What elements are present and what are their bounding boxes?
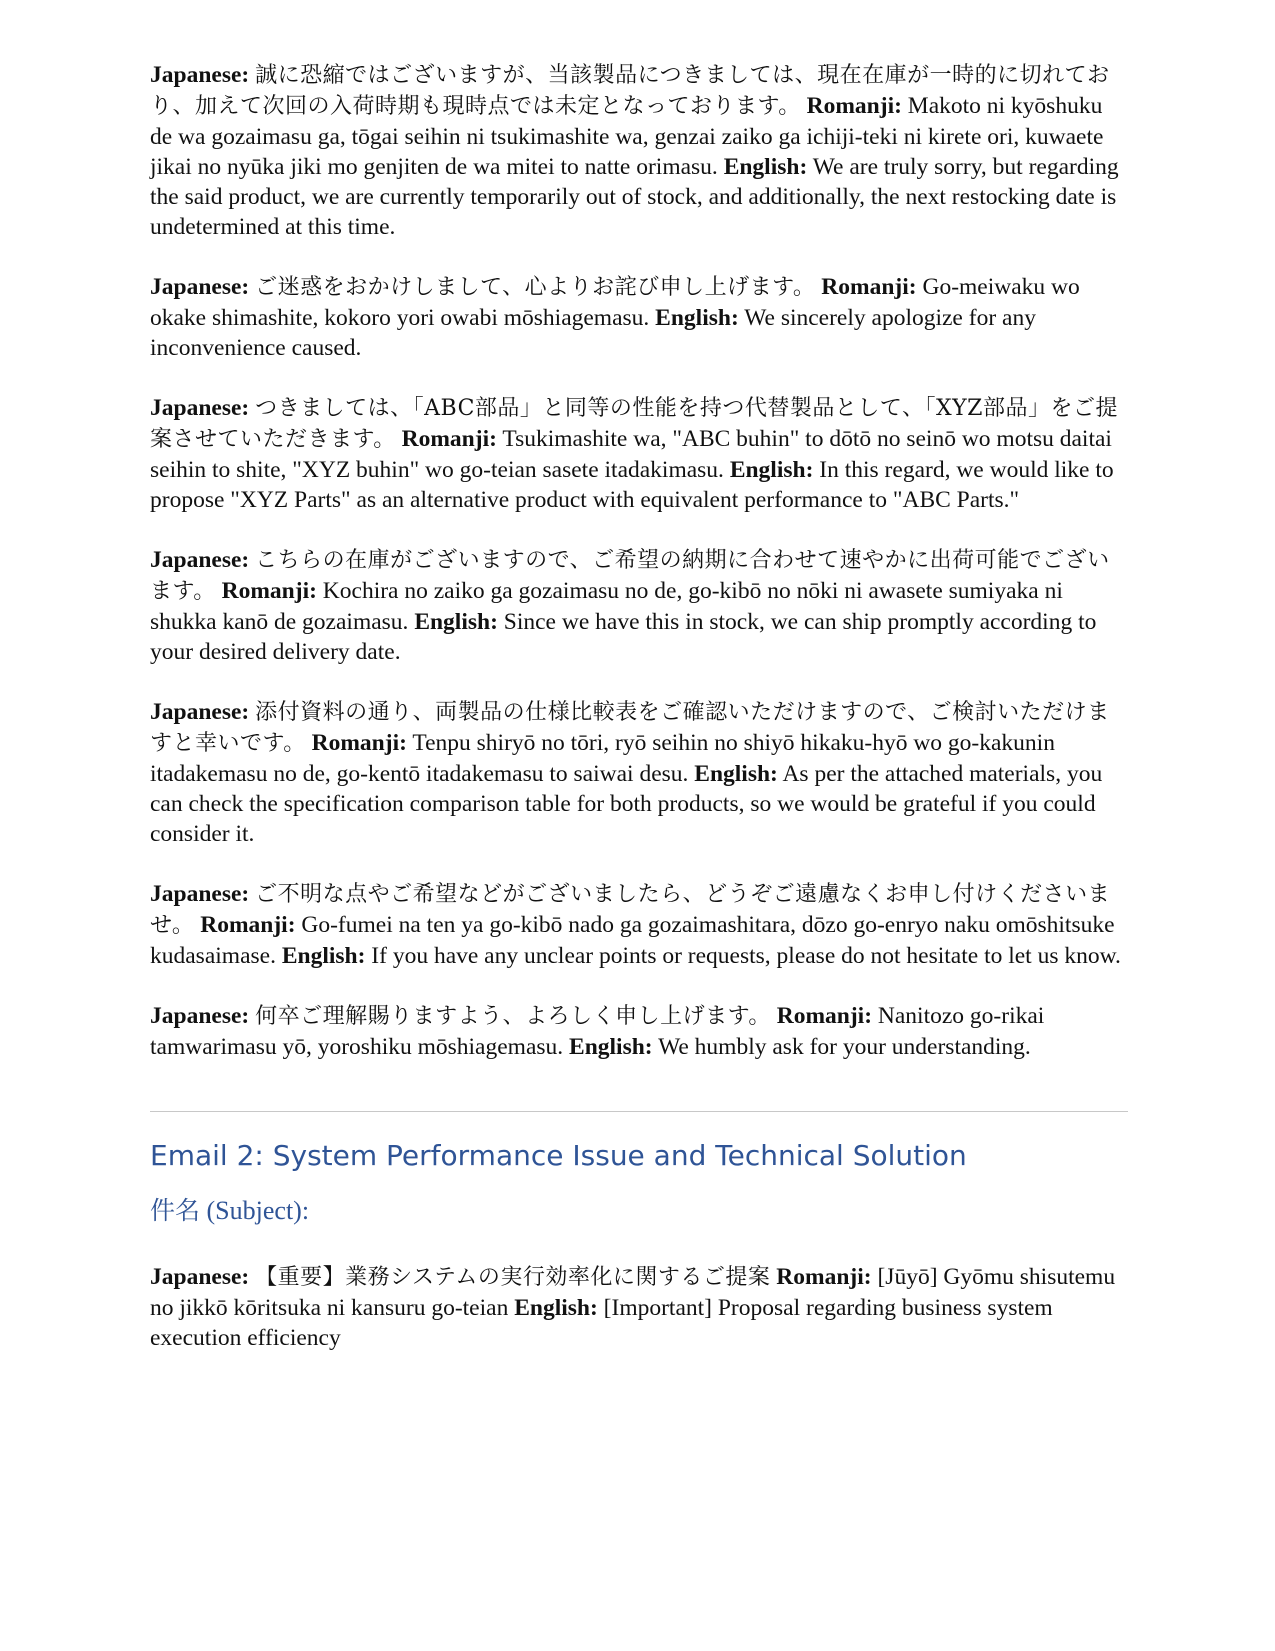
- subject-translation-paragraph: [150, 1262, 1128, 1353]
- japanese-label: Japanese:: [150, 395, 250, 421]
- romanji-label: Romanji:: [776, 1003, 873, 1029]
- romanji-text: Kochira no zaiko ga gozaimasu no de, go-kibō no nōki ni awasete sumiyaka ni shukka kanō de gozaimasu.: [150, 578, 1063, 635]
- japanese-label: Japanese:: [150, 1264, 250, 1290]
- translation-paragraph-3: [150, 393, 1128, 515]
- translation-paragraph-5: [150, 697, 1128, 849]
- english-text: If you have any unclear points or requests, please do not hesitate to let us know.: [371, 943, 1121, 969]
- translation-paragraph-1: [150, 60, 1128, 242]
- english-text: We humbly ask for your understanding.: [658, 1034, 1031, 1060]
- japanese-text: 添付資料の通り、両製品の仕様比較表をご確認いただけますので、ご検討いただけますと幸いです。: [150, 700, 1110, 756]
- translation-paragraph-2: [150, 272, 1128, 363]
- japanese-label: Japanese:: [150, 1003, 250, 1029]
- english-label: English:: [723, 154, 808, 180]
- english-label: English:: [414, 609, 498, 635]
- english-label: English:: [655, 305, 739, 331]
- japanese-text: こちらの在庫がございますので、ご希望の納期に合わせて速やかに出荷可能でございます。: [150, 548, 1110, 604]
- japanese-text: 誠に恐縮ではございますが、当該製品につきましては、現在在庫が一時的に切れており、加えて次回の入荷時期も現時点では未定となっております。: [150, 63, 1110, 119]
- english-text: In this regard, we would like to propose "XYZ Parts" as an alternative product with equivalent performance to "ABC Parts.": [150, 457, 1114, 513]
- english-label: English:: [514, 1295, 598, 1321]
- japanese-text: 【重要】業務システムの実行効率化に関するご提案: [255, 1265, 771, 1290]
- email-2-heading: Email 2: System Performance Issue and Technical Solution: [150, 1139, 967, 1172]
- japanese-text: ご不明な点やご希望などがございましたら、どうぞご遠慮なくお申し付けくださいませ。: [150, 882, 1111, 938]
- english-text: We are truly sorry, but regarding the said product, we are currently temporarily out of stock, and additionally, the next restocking date is undetermined at this time.: [150, 154, 1119, 240]
- english-text: [Important] Proposal regarding business system execution efficiency: [150, 1295, 1053, 1351]
- romanji-text: Tenpu shiryō no tōri, ryō seihin no shiyō hikaku-hyō wo go-kakunin itadakemasu no de, go-kentō itadakemasu to saiwai desu.: [150, 730, 1055, 787]
- english-text: We sincerely apologize for any inconvenience caused.: [150, 305, 1036, 361]
- document-page: [150, 60, 1128, 1383]
- section-divider: [150, 1111, 1128, 1112]
- romanji-label: Romanji:: [776, 1264, 872, 1290]
- romanji-label: Romanji:: [821, 274, 917, 300]
- subject-heading-japanese: 件名: [150, 1196, 201, 1225]
- english-text: As per the attached materials, you can check the specification comparison table for both products, so we would be grateful if you could consider it.: [150, 761, 1103, 847]
- english-text: Since we have this in stock, we can ship promptly according to your desired delivery date.: [150, 609, 1097, 665]
- romanji-text: Go-fumei na ten ya go-kibō nado ga gozaimashitara, dōzo go-enryo naku omōshitsuke kudasaimase.: [150, 912, 1115, 969]
- translation-paragraph-7: [150, 1001, 1128, 1062]
- english-label: English:: [569, 1034, 653, 1060]
- japanese-label: Japanese:: [150, 699, 250, 725]
- romanji-label: Romanji:: [401, 426, 497, 452]
- japanese-text: 何卒ご理解賜りますよう、よろしく申し上げます。: [255, 1004, 771, 1029]
- translation-paragraph-4: [150, 545, 1128, 667]
- romanji-label: Romanji:: [200, 912, 296, 938]
- subject-heading-english: (Subject):: [206, 1196, 310, 1225]
- japanese-label: Japanese:: [150, 62, 250, 88]
- romanji-label: Romanji:: [221, 578, 317, 604]
- romanji-text: Tsukimashite wa, "ABC buhin" to dōtō no seinō wo motsu daitai seihin to shite, "XYZ buhin" wo go-teian sasete itadakimasu.: [150, 426, 1112, 483]
- japanese-label: Japanese:: [150, 274, 250, 300]
- english-label: English:: [729, 457, 814, 483]
- english-label: English:: [281, 943, 366, 969]
- romanji-text: [Jūyō] Gyōmu shisutemu no jikkō kōritsuka ni kansuru go-teian: [150, 1264, 1116, 1321]
- romanji-label: Romanji:: [311, 730, 407, 756]
- japanese-label: Japanese:: [150, 881, 250, 907]
- romanji-label: Romanji:: [806, 93, 902, 119]
- romanji-text: Nanitozo go-rikai tamwarimasu yō, yoroshiku mōshiagemasu.: [150, 1003, 1045, 1060]
- romanji-text: Go-meiwaku wo okake shimashite, kokoro yori owabi mōshiagemasu.: [150, 274, 1080, 331]
- subject-heading: [150, 1194, 1128, 1228]
- japanese-text: ご迷惑をおかけしまして、心よりお詫び申し上げます。: [255, 275, 816, 300]
- translation-paragraph-6: [150, 879, 1128, 971]
- english-label: English:: [694, 761, 778, 787]
- romanji-text: Makoto ni kyōshuku de wa gozaimasu ga, tōgai seihin ni tsukimashite wa, genzai zaiko ga ichiji-teki ni kirete ori, kuwaete jikai no nyūka jiki mo genjiten de wa mitei to natte orimasu.: [150, 93, 1104, 180]
- japanese-label: Japanese:: [150, 547, 250, 573]
- japanese-text: つきましては、「ABC部品」と同等の性能を持つ代替製品として、「XYZ部品」をご提案させていただきます。: [150, 396, 1118, 452]
